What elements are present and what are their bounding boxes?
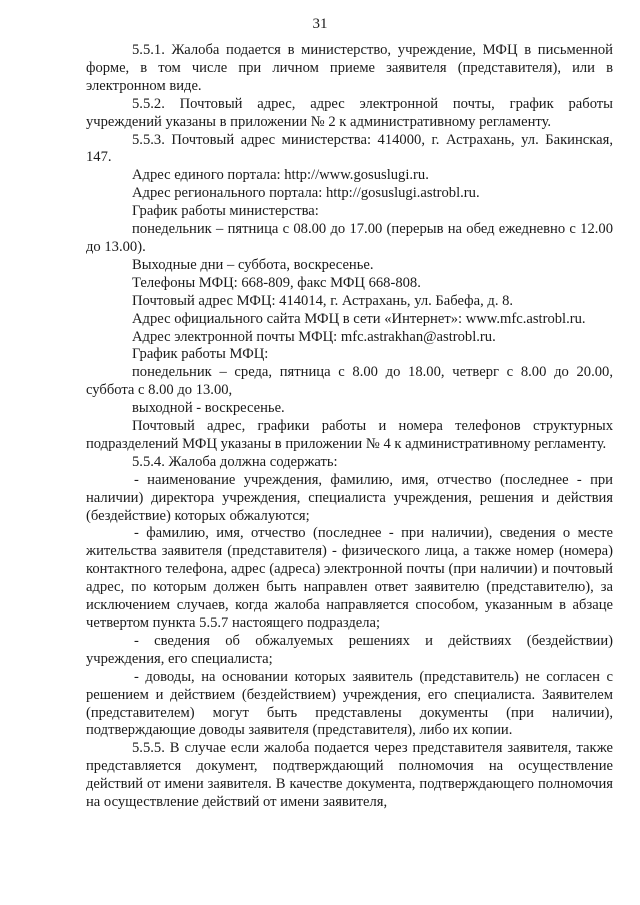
paragraph: - сведения об обжалуемых решениях и действиях (бездействии) учреждения, его специалиста; [86, 632, 613, 667]
paragraph: 5.5.5. В случае если жалоба подается через представителя заявителя, также представляется документ, подтверждающий полномочия на осуществление действий от имени заявителя. В качестве документа, подтверждающего полномочия на осуществление действий от имени заявителя, [86, 740, 613, 811]
text-line: Адрес официального сайта МФЦ в сети «Интернет»: www.mfc.astrobl.ru. [132, 310, 586, 327]
text-line: График работы министерства: [132, 203, 319, 220]
text-line: Почтовый адрес МФЦ: 414014, г. Астрахань, ул. Бабефа, д. 8. [132, 292, 514, 309]
document-body [86, 42, 613, 812]
text-line: Адрес единого портала: http://www.gosuslugi.ru. [132, 167, 429, 184]
text-line: График работы МФЦ: [132, 346, 269, 363]
paragraph: понедельник – пятница с 08.00 до 17.00 (перерыв на обед ежедневно с 12.00 до 13.00). [86, 221, 613, 255]
paragraph: 5.5.3. Почтовый адрес министерства: 414000, г. Астрахань, ул. Бакинская, 147. [86, 131, 613, 166]
paragraph: - наименование учреждения, фамилию, имя, отчество (последнее - при наличии) директора учреждения, специалиста учреждения, решения и действия (бездействие) которых обжалуются; [86, 471, 613, 524]
text-line: Выходные дни – суббота, воскресенье. [132, 256, 374, 273]
paragraph: 5.5.1. Жалоба подается в министерство, учреждение, МФЦ в письменной форме, в том числе при личном приеме заявителя (представителя), или в электронном виде. [86, 42, 613, 94]
text-line: Адрес регионального портала: http://gosuslugi.astrobl.ru. [132, 185, 480, 202]
text-line: Адрес электронной почты МФЦ: mfc.astrakhan@astrobl.ru. [132, 328, 496, 345]
paragraph: Почтовый адрес, графики работы и номера телефонов структурных подразделений МФЦ указаны в приложении № 4 к административному регламенту. [86, 418, 613, 452]
text-line: Телефоны МФЦ: 668-809, факс МФЦ 668-808. [132, 274, 421, 291]
text-line: 5.5.4. Жалоба должна содержать: [132, 453, 338, 470]
paragraph: 5.5.2. Почтовый адрес, адрес электронной почты, график работы учреждений указаны в приложении № 2 к административному регламенту. [86, 95, 613, 130]
paragraph: - фамилию, имя, отчество (последнее - при наличии), сведения о месте жительства заявителя (представителя) - физического лица, а также номер (номера) контактного телефона, адрес (адреса) электронной почты (при наличии) и почтовый адрес, по которым должен быть направлен ответ заявителю (представителю), за исключением случаев, когда жалоба направляется способом, указанным в абзаце четвертом пункта 5.5.7 настоящего подраздела; [86, 525, 613, 631]
paragraph: понедельник – среда, пятница с 8.00 до 18.00, четверг с 8.00 до 20.00, суббота с 8.00 до 13.00, [86, 364, 613, 399]
page-number: 31 [312, 16, 328, 32]
paragraph: - доводы, на основании которых заявитель (представитель) не согласен с решением и действием (бездействием) учреждения, его специалиста. Заявителем (представителем) могут быть представлены документы (при наличии), подтверждающие доводы заявителя (представителя), либо их копии. [86, 668, 613, 739]
text-line: выходной - воскресенье. [132, 400, 285, 417]
